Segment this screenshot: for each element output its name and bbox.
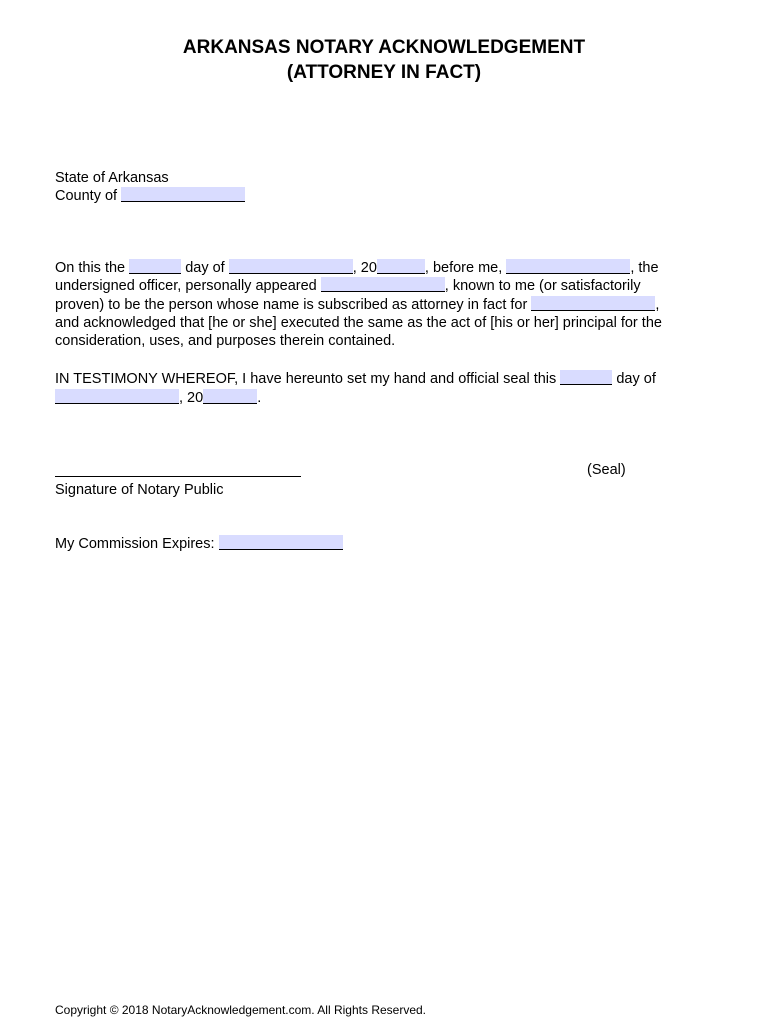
body-text: consideration, uses, and purposes therein contained. (55, 333, 396, 349)
body-text: , (655, 297, 660, 313)
body-text: On this the (55, 260, 126, 276)
body-line-1 (55, 259, 659, 277)
body-text: , before me, (424, 260, 503, 276)
body-text: proven) to be the person whose name is subscribed as attorney in fact for (55, 297, 528, 313)
body-text: and acknowledged that [he or she] executed the same as the act of [his or her] principal for the (55, 315, 662, 331)
body-line-2 (55, 277, 641, 295)
body-text: , known to me (or satisfactorily (444, 278, 641, 294)
state-line (55, 169, 169, 187)
testimony-year-field[interactable] (203, 389, 257, 404)
signature-label-line (55, 481, 223, 499)
commission-expires-field[interactable] (219, 535, 343, 550)
testimony-text: , 20 (179, 390, 204, 406)
body-text: day of (185, 260, 225, 276)
testimony-text: IN TESTIMONY WHEREOF, I have hereunto set my hand and official seal this (55, 371, 557, 387)
state-text: State of Arkansas (55, 170, 169, 186)
body-line-3 (55, 296, 659, 314)
county-label: County of (55, 188, 118, 204)
body-line-4 (55, 314, 662, 332)
acknowledgement-day-field[interactable] (129, 259, 181, 274)
county-line (55, 187, 245, 205)
testimony-line-2 (55, 389, 261, 407)
testimony-month-field[interactable] (55, 389, 179, 404)
seal-label: (Seal) (587, 462, 626, 478)
county-field[interactable] (121, 187, 245, 202)
body-text: , the (630, 260, 659, 276)
document-title-line2: (ATTORNEY IN FACT) (286, 62, 482, 83)
commission-line (55, 535, 343, 553)
testimony-day-field[interactable] (560, 370, 612, 385)
acknowledgement-month-field[interactable] (229, 259, 353, 274)
notary-name-field[interactable] (506, 259, 630, 274)
document-title-line1: ARKANSAS NOTARY ACKNOWLEDGEMENT (182, 37, 586, 58)
signature-line[interactable] (55, 476, 301, 477)
testimony-line-1 (55, 370, 656, 388)
body-line-5 (55, 332, 395, 350)
commission-label: My Commission Expires: (55, 536, 215, 552)
body-text: undersigned officer, personally appeared (55, 278, 317, 294)
body-text: , 20 (352, 260, 377, 276)
principal-name-field[interactable] (531, 296, 655, 311)
copyright-footer: Copyright © 2018 NotaryAcknowledgement.com. All Rights Reserved. (55, 1003, 427, 1017)
signature-label: Signature of Notary Public (55, 482, 224, 498)
testimony-text: . (257, 390, 262, 406)
attorney-in-fact-name-field[interactable] (321, 277, 445, 292)
acknowledgement-year-field[interactable] (377, 259, 425, 274)
testimony-text: day of (616, 371, 656, 387)
